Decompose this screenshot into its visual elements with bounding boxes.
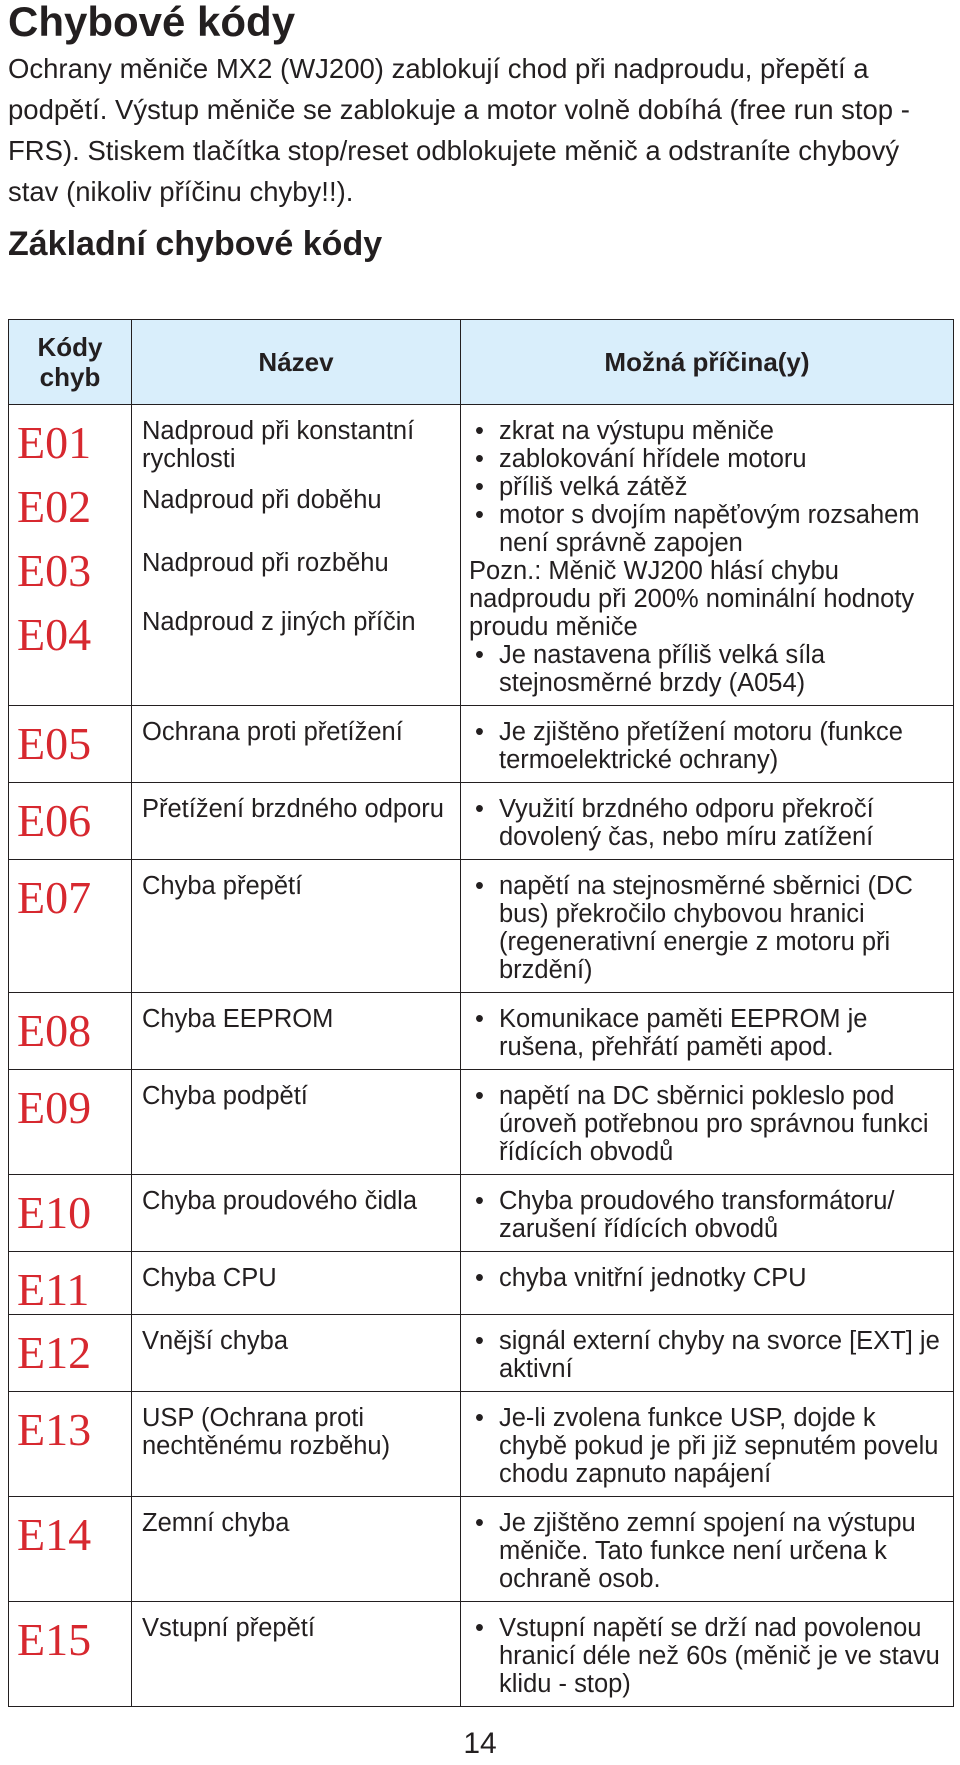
header-code: Kódy chyb bbox=[9, 320, 132, 405]
error-code: E04 bbox=[17, 609, 92, 660]
cause-item: • chyba vnitřní jednotky CPU bbox=[469, 1264, 947, 1292]
cause-cell bbox=[461, 993, 954, 1070]
table-row bbox=[9, 783, 954, 860]
cause-item: • Je-li zvolena funkce USP, dojde k chybě pokud je při již sepnutém povelu chodu zapnuto napájení bbox=[469, 1404, 947, 1488]
error-code: E07 bbox=[17, 872, 92, 923]
cause-item: • zablokování hřídele motoru bbox=[469, 445, 947, 473]
cause-cell-group bbox=[461, 405, 954, 706]
header-name: Název bbox=[132, 320, 461, 405]
code-cell bbox=[9, 1175, 132, 1252]
page-title: Chybové kódy bbox=[8, 0, 296, 45]
cause-item: • zkrat na výstupu měniče bbox=[469, 417, 947, 445]
table-row bbox=[9, 860, 954, 993]
table-row-group-overcurrent bbox=[9, 405, 954, 706]
cause-cell bbox=[461, 1252, 954, 1315]
table-row bbox=[9, 1602, 954, 1707]
code-cell bbox=[9, 1252, 132, 1315]
cause-item: • Je zjištěno přetížení motoru (funkce termoelektrické ochrany) bbox=[469, 718, 947, 774]
cause-item: • napětí na DC sběrnici pokleslo pod úroveň potřebnou pro správnou funkci řídících obvodů bbox=[469, 1082, 947, 1166]
cause-cell bbox=[461, 706, 954, 783]
name-cell: Vnější chyba bbox=[132, 1315, 461, 1392]
name-cell: Ochrana proti přetížení bbox=[132, 706, 461, 783]
error-code: E09 bbox=[17, 1082, 92, 1133]
cause-cell bbox=[461, 1392, 954, 1497]
error-code: E05 bbox=[17, 718, 92, 769]
cause-note bbox=[469, 557, 947, 641]
error-code: E14 bbox=[17, 1509, 92, 1560]
code-cell bbox=[9, 1392, 132, 1497]
table-row bbox=[9, 1070, 954, 1175]
name-cell: Chyba CPU bbox=[132, 1252, 461, 1315]
name-cell-group bbox=[132, 405, 461, 706]
cause-item: • napětí na stejnosměrné sběrnici (DC bus) překročilo chybovou hranici (regenerativní energie z motoru při brzdění) bbox=[469, 872, 947, 984]
name-cell: Chyba EEPROM bbox=[132, 993, 461, 1070]
intro-paragraph: Ochrany měniče MX2 (WJ200) zablokují chod při nadproudu, přepětí a podpětí. Výstup měniče se zablokuje a motor volně dobíhá (free run stop - FRS). Stiskem tlačítka stop/reset odblokujete měnič a odstraníte chybový stav (nikoliv příčinu chyby!!). bbox=[8, 53, 910, 207]
header-cause: Možná příčina(y) bbox=[461, 320, 954, 405]
cause-item: • Chyba proudového transformátoru/ zarušení řídících obvodů bbox=[469, 1187, 947, 1243]
error-name: Nadproud při doběhu bbox=[142, 486, 382, 514]
cause-item: • Vstupní napětí se drží nad povolenou hranicí déle než 60s (měnič je ve stavu klidu - stop) bbox=[469, 1614, 947, 1698]
table-header-row bbox=[9, 320, 954, 405]
note-label: Pozn.: bbox=[469, 557, 542, 585]
error-code: E15 bbox=[17, 1614, 92, 1665]
cause-item: • Komunikace paměti EEPROM je rušena, přehřátí paměti apod. bbox=[469, 1005, 947, 1061]
error-code: E13 bbox=[17, 1404, 92, 1455]
table-row bbox=[9, 1497, 954, 1602]
error-name: Nadproud při konstantní rychlosti bbox=[142, 417, 415, 473]
name-cell: Přetížení brzdného odporu bbox=[132, 783, 461, 860]
code-cell bbox=[9, 1602, 132, 1707]
error-code: E06 bbox=[17, 795, 92, 846]
code-cell bbox=[9, 706, 132, 783]
section-title: Základní chybové kódy bbox=[8, 225, 383, 263]
cause-cell bbox=[461, 1315, 954, 1392]
code-cell bbox=[9, 860, 132, 993]
table-row bbox=[9, 1315, 954, 1392]
error-code: E12 bbox=[17, 1327, 92, 1378]
page-number: 14 bbox=[463, 1727, 497, 1760]
note-text: Měnič WJ200 hlásí chybu nadproudu při 200% nominální hodnoty proudu měniče bbox=[469, 557, 915, 641]
cause-item: • motor s dvojím napěťovým rozsahem není správně zapojen bbox=[469, 501, 947, 557]
cause-cell bbox=[461, 783, 954, 860]
cause-cell bbox=[461, 1175, 954, 1252]
code-cell-group bbox=[9, 405, 132, 706]
cause-cell bbox=[461, 1497, 954, 1602]
error-code: E10 bbox=[17, 1187, 92, 1238]
cause-cell bbox=[461, 1602, 954, 1707]
name-cell: Chyba proudového čidla bbox=[132, 1175, 461, 1252]
cause-item: • příliš velká zátěž bbox=[469, 473, 947, 501]
code-cell bbox=[9, 1315, 132, 1392]
error-code: E03 bbox=[17, 545, 92, 596]
cause-item: • Využití brzdného odporu překročí dovolený čas, nebo míru zatížení bbox=[469, 795, 947, 851]
name-cell: Vstupní přepětí bbox=[132, 1602, 461, 1707]
error-code: E01 bbox=[17, 417, 92, 468]
cause-item: • signál externí chyby na svorce [EXT] je aktivní bbox=[469, 1327, 947, 1383]
error-code: E08 bbox=[17, 1005, 92, 1056]
table-row bbox=[9, 993, 954, 1070]
cause-item: • Je nastavena příliš velká síla stejnosměrné brzdy (A054) bbox=[469, 641, 947, 697]
table-row bbox=[9, 1175, 954, 1252]
error-code-table bbox=[8, 319, 954, 1707]
table-row bbox=[9, 1392, 954, 1497]
code-cell bbox=[9, 1070, 132, 1175]
name-cell: Chyba podpětí bbox=[132, 1070, 461, 1175]
name-cell: Zemní chyba bbox=[132, 1497, 461, 1602]
error-code: E02 bbox=[17, 481, 92, 532]
error-name: Nadproud při rozběhu bbox=[142, 549, 389, 577]
table-row bbox=[9, 1252, 954, 1315]
code-cell bbox=[9, 783, 132, 860]
cause-item: • Je zjištěno zemní spojení na výstupu měniče. Tato funkce není určena k ochraně osob. bbox=[469, 1509, 947, 1593]
cause-cell bbox=[461, 1070, 954, 1175]
name-cell: Chyba přepětí bbox=[132, 860, 461, 993]
error-name: Nadproud z jiných příčin bbox=[142, 608, 416, 636]
code-cell bbox=[9, 1497, 132, 1602]
error-code: E11 bbox=[17, 1264, 90, 1315]
cause-cell bbox=[461, 860, 954, 993]
table-row bbox=[9, 706, 954, 783]
code-cell bbox=[9, 993, 132, 1070]
name-cell: USP (Ochrana proti nechtěnému rozběhu) bbox=[132, 1392, 461, 1497]
